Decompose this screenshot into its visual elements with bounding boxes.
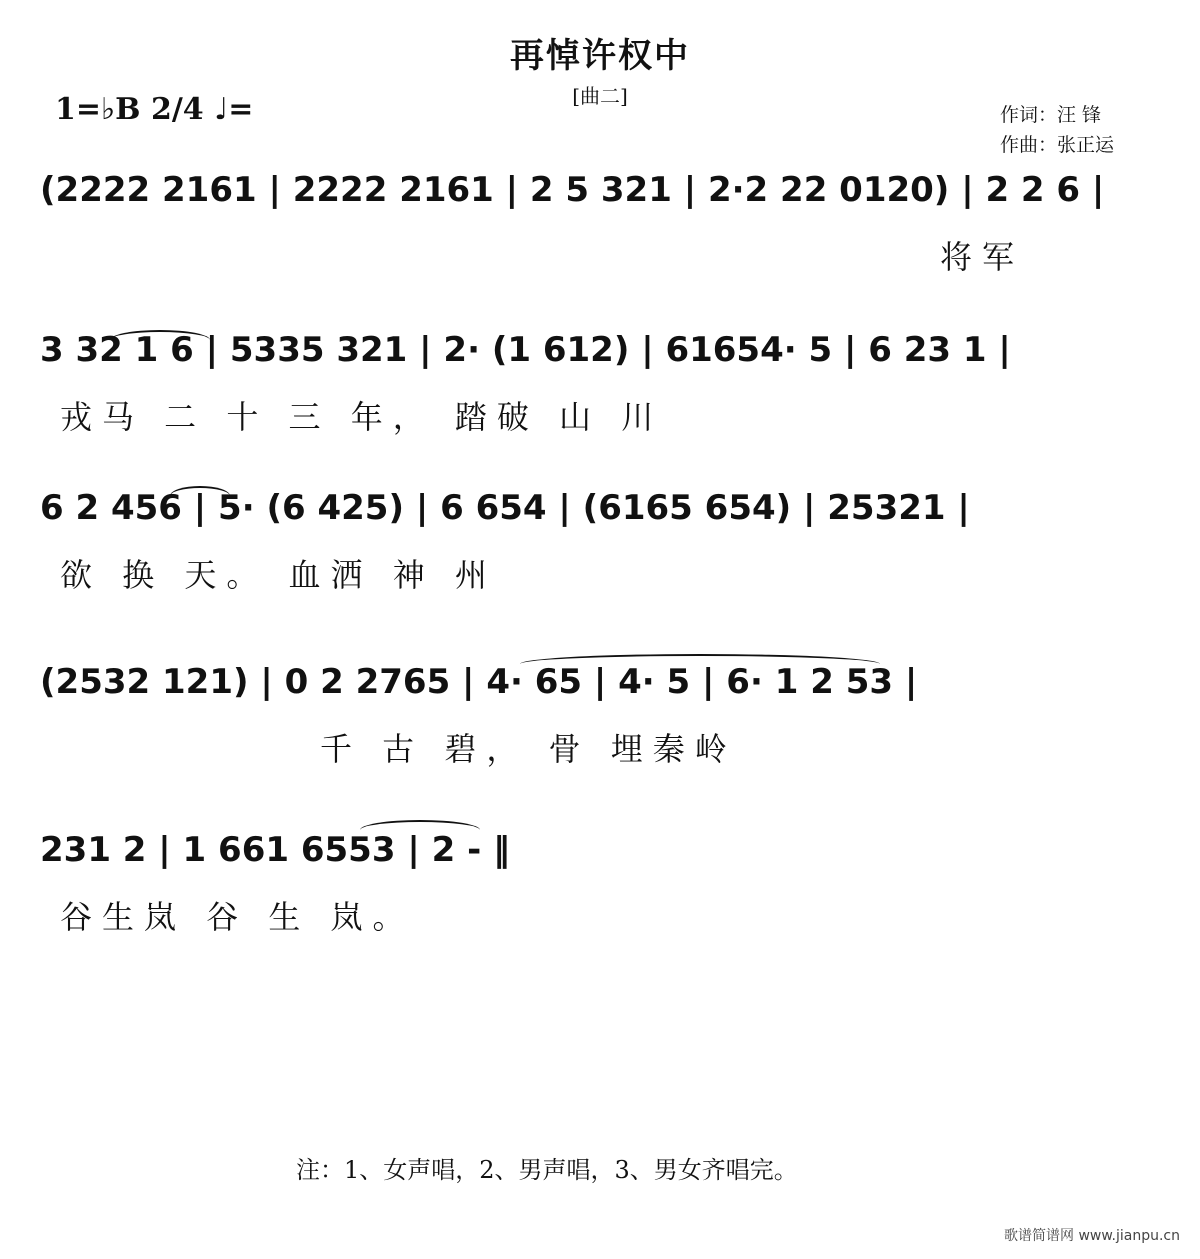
score-system-2 bbox=[40, 320, 1170, 470]
lyrics-line: 将军 bbox=[940, 238, 1025, 276]
lyricist-credit: 作词：汪 锋 bbox=[1000, 104, 1102, 126]
notation-line: (2532 121) | 0 2 2765 | 4· 65 | 4· 5 | 6· 1 2 53 | bbox=[40, 662, 918, 702]
notation-line: (2222 2161 | 2222 2161 | 2 5 321 | 2·2 22 0120) | 2 2 6 | bbox=[40, 170, 1105, 210]
score-system-4 bbox=[40, 652, 1170, 802]
notation-line: 3 32 1 6 | 5335 321 | 2· (1 612) | 61654· 5 | 6 23 1 | bbox=[40, 330, 1011, 370]
score-system-1 bbox=[40, 160, 1170, 310]
lyrics-line: 千 古 碧， 骨 埋秦岭 bbox=[320, 730, 737, 768]
footnote: 注：1、女声唱，2、男声唱，3、男女齐唱完。 bbox=[296, 1156, 798, 1184]
watermark: 歌谱简谱网 www.jianpu.cn bbox=[1004, 1228, 1180, 1244]
credits bbox=[1000, 100, 1114, 160]
song-subtitle: [曲二] bbox=[572, 84, 628, 108]
score-system-5 bbox=[40, 820, 1170, 970]
notation-line: 231 2 | 1 661 6553 | 2 - ‖ bbox=[40, 830, 511, 870]
lyrics-line: 戎马 二 十 三 年， 踏破 山 川 bbox=[60, 398, 664, 436]
lyrics-line: 欲 换 天。 血洒 神 州 bbox=[60, 556, 497, 594]
notation-line: 6 2 456 | 5· (6 425) | 6 654 | (6165 654) | 25321 | bbox=[40, 488, 970, 528]
composer-credit: 作曲：张正运 bbox=[1000, 134, 1115, 156]
lyrics-line: 谷生岚 谷 生 岚。 bbox=[60, 898, 415, 936]
key-signature: 1=♭B 2/4 ♩= bbox=[55, 92, 254, 127]
score-system-3 bbox=[40, 478, 1170, 628]
song-title: 再悼许权中 bbox=[510, 36, 690, 76]
